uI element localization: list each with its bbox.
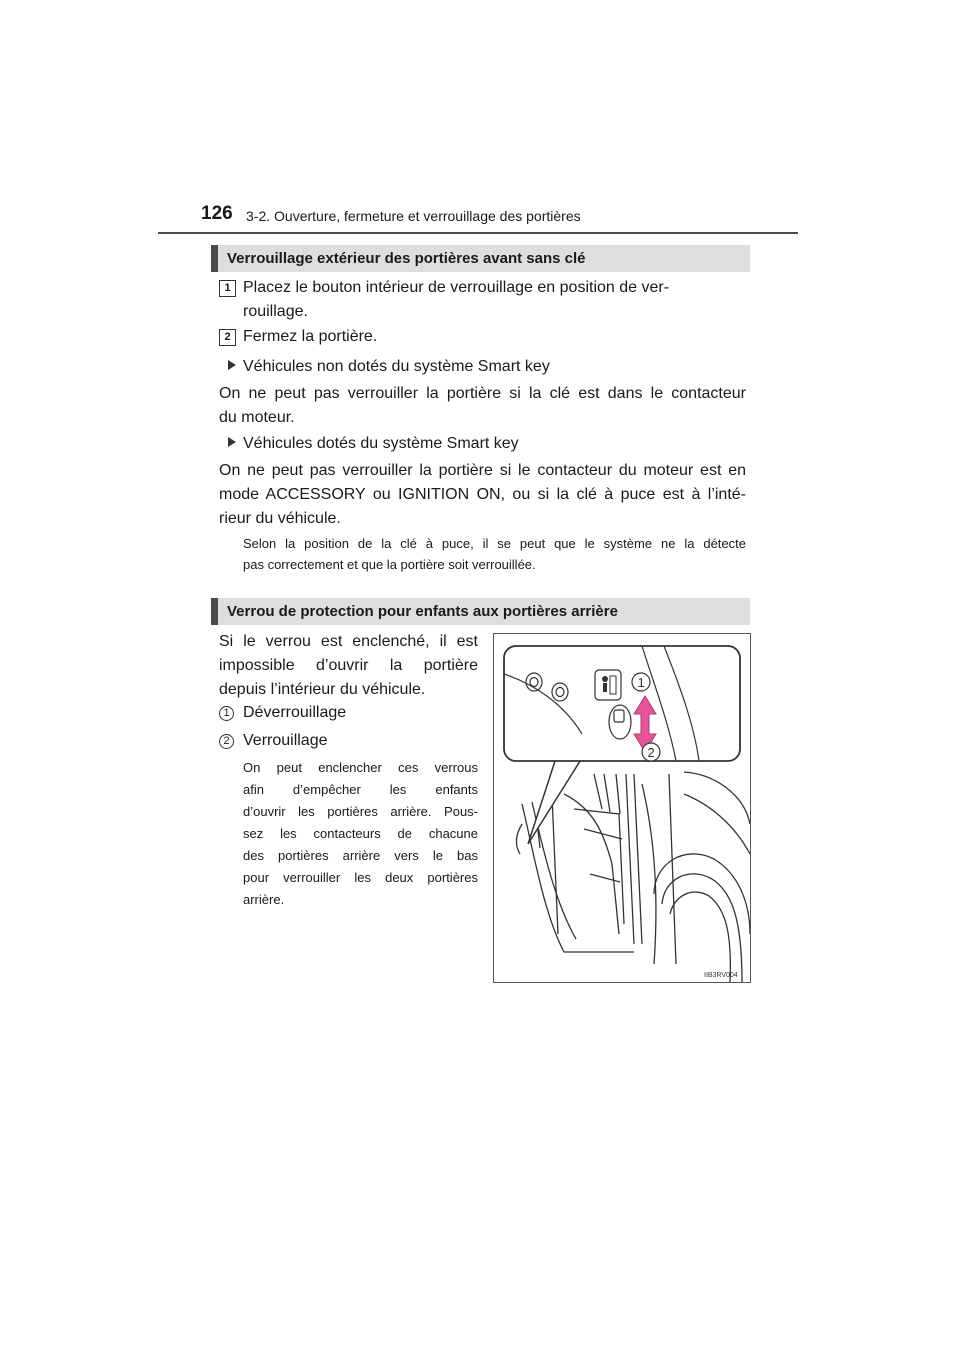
figure-label-1: 1 xyxy=(637,675,645,690)
intro-line-2: impossible d’ouvrir la portière xyxy=(219,657,478,674)
child-lock-note xyxy=(243,757,478,911)
note-line-1: Selon la position de la clé à puce, il se peut que le système ne la détecte xyxy=(243,536,746,551)
item-number-2: 2 xyxy=(219,734,234,749)
item-lock-text: Verrouillage xyxy=(243,732,328,749)
page-number: 126 xyxy=(201,203,233,224)
bullet-no-smart-key-text: Véhicules non dotés du système Smart key xyxy=(243,358,550,375)
step-1-line-2: rouillage. xyxy=(243,303,308,320)
step-badge-1: 1 xyxy=(219,280,236,297)
step-2-text: Fermez la portière. xyxy=(243,328,378,345)
paragraph-1-line-2: du moteur. xyxy=(219,409,295,426)
child-lock-note-line: d’ouvrir les portières arrière. Pous- xyxy=(243,804,478,819)
child-lock-note-line: afin d’empêcher les enfants xyxy=(243,782,478,797)
bullet-smart-key-text: Véhicules dotés du système Smart key xyxy=(243,435,519,452)
header-divider xyxy=(158,232,798,234)
note-line-2: pas correctement et que la portière soit verrouillée. xyxy=(243,557,536,572)
step-badge-2: 2 xyxy=(219,329,236,346)
figure-code: IIB3RV004 xyxy=(704,972,738,979)
bullet-triangle-icon xyxy=(228,360,236,370)
intro-line-1: Si le verrou est enclenché, il est xyxy=(219,633,478,650)
paragraph-2-line-1: On ne peut pas verrouiller la portière si le contacteur du moteur est en xyxy=(219,462,746,479)
paragraph-2-line-2: mode ACCESSORY ou IGNITION ON, ou si la clé à puce est à l’inté- xyxy=(219,486,746,503)
child-lock-note-line: On peut enclencher ces verrous xyxy=(243,760,478,775)
child-lock-note-line: sez les contacteurs de chacune xyxy=(243,826,478,841)
chapter-title: 3-2. Ouverture, fermeture et verrouillage des portières xyxy=(246,208,581,224)
child-lock-note-line: arrière. xyxy=(243,892,285,907)
item-unlock-text: Déverrouillage xyxy=(243,704,347,721)
section-title-keyless-lock: Verrouillage extérieur des portières avant sans clé xyxy=(211,245,750,272)
intro-line-3: depuis l’intérieur du véhicule. xyxy=(219,681,426,698)
bullet-no-smart-key xyxy=(228,356,550,378)
paragraph-2-line-3: rieur du véhicule. xyxy=(219,510,341,527)
door-illustration-svg xyxy=(494,634,750,982)
item-number-1: 1 xyxy=(219,706,234,721)
bullet-triangle-icon xyxy=(228,437,236,447)
child-lock-note-line: des portières arrière vers le bas xyxy=(243,848,478,863)
step-1-line-1: Placez le bouton intérieur de verrouillage en position de ver- xyxy=(243,279,670,296)
child-lock-illustration xyxy=(493,633,751,983)
section-title-child-lock: Verrou de protection pour enfants aux portières arrière xyxy=(211,598,750,625)
figure-label-2: 2 xyxy=(647,745,655,760)
paragraph-1-line-1: On ne peut pas verrouiller la portière si la clé est dans le contacteur xyxy=(219,385,746,402)
bullet-smart-key xyxy=(228,433,519,455)
child-lock-note-line: pour verrouiller les deux portières xyxy=(243,870,478,885)
